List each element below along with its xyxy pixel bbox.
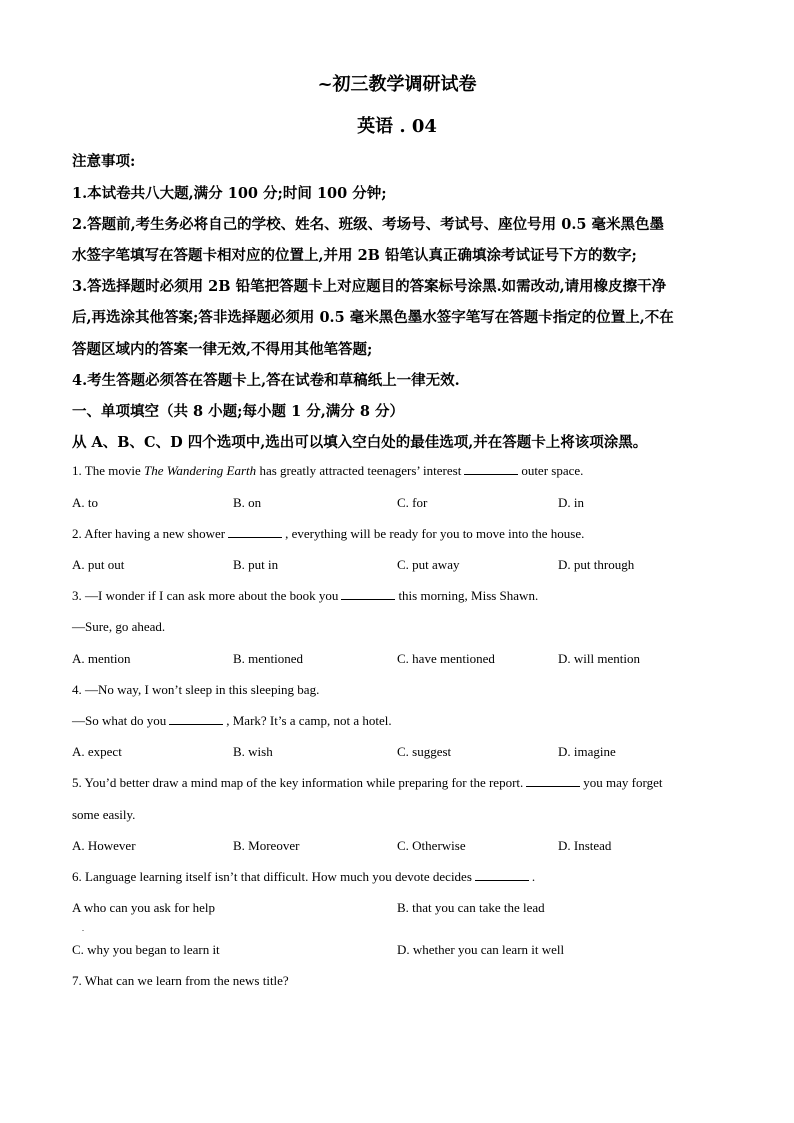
q3-option-c: C. have mentioned	[397, 651, 495, 666]
question-4: 4. —No way, I won’t sleep in this sleeping bag.	[72, 682, 320, 697]
question-2: 2. After having a new shower , everything will be ready for you to move into the house.	[72, 526, 585, 541]
q5-option-c: C. Otherwise	[397, 838, 466, 853]
question-5: 5. You’d better draw a mind map of the key information while preparing for the report. you may forget	[72, 775, 663, 790]
q6-option-a: A who can you ask for help	[72, 900, 215, 915]
q1-option-b: B. on	[233, 495, 262, 510]
question-7: 7. What can we learn from the news title?	[72, 973, 289, 988]
movie-title: The Wandering Earth	[143, 463, 257, 478]
q2-option-a: A. put out	[72, 557, 125, 572]
note-line-5: 后,再选涂其他答案;答非选择题必须用 0.5 毫米黑色墨水签字笔写在答题卡指定的位置上,不在	[72, 309, 674, 326]
question-3-reply: —Sure, go ahead.	[72, 619, 166, 634]
question-1: 1. The movie The Wandering Earth has greatly attracted teenagers’ interest outer space.	[72, 463, 584, 478]
q4-option-b: B. wish	[233, 744, 273, 759]
q3-option-a: A. mention	[72, 651, 131, 666]
note-line-3: 水签字笔填写在答题卡相对应的位置上,并用 2B 铅笔认真正确填涂考试证号下方的数字;	[72, 247, 637, 264]
q6-option-b: B. that you can take the lead	[397, 900, 545, 915]
note-line-4: 3.答选择题时必须用 2B 铅笔把答题卡上对应题目的答案标号涂黑.如需改动,请用橡皮擦干净	[72, 278, 667, 295]
q2-option-d: D. put through	[558, 557, 635, 572]
exam-subtitle: 英语 . 04	[357, 116, 437, 137]
answer-blank	[228, 526, 282, 538]
q5-option-a: A. However	[72, 838, 136, 853]
q3-option-b: B. mentioned	[233, 651, 304, 666]
exam-title: ~初三教学调研试卷	[317, 74, 477, 95]
note-line-1: 1.本试卷共八大题,满分 100 分;时间 100 分钟;	[72, 185, 387, 202]
stray-dot: .	[82, 924, 84, 933]
note-line-6: 答题区域内的答案一律无效,不得用其他笔答题;	[72, 341, 373, 358]
q5-option-d: D. Instead	[558, 838, 612, 853]
answer-blank	[341, 588, 395, 600]
q2-option-b: B. put in	[233, 557, 279, 572]
question-5-continued: some easily.	[72, 807, 136, 822]
question-4-reply: —So what do you , Mark? It’s a camp, not a hotel.	[72, 713, 392, 728]
notes-heading: 注意事项:	[72, 153, 136, 170]
answer-blank	[526, 775, 580, 787]
note-line-2: 2.答题前,考生务必将自己的学校、姓名、班级、考场号、考试号、座位号用 0.5 毫米黑色墨	[72, 216, 665, 233]
q1-option-c: C. for	[397, 495, 428, 510]
question-3: 3. —I wonder if I can ask more about the book you this morning, Miss Shawn.	[72, 588, 539, 603]
q4-option-d: D. imagine	[558, 744, 616, 759]
q6-option-c: C. why you began to learn it	[72, 942, 220, 957]
q6-option-d: D. whether you can learn it well	[397, 942, 565, 957]
section-heading: 一、单项填空（共 8 小题;每小题 1 分,满分 8 分）	[72, 403, 404, 420]
q1-option-a: A. to	[72, 495, 98, 510]
q1-option-d: D. in	[558, 495, 584, 510]
answer-blank	[475, 869, 529, 881]
q2-option-c: C. put away	[397, 557, 460, 572]
q4-option-c: C. suggest	[397, 744, 452, 759]
q3-option-d: D. will mention	[558, 651, 640, 666]
question-6: 6. Language learning itself isn’t that difficult. How much you devote decides .	[72, 869, 536, 884]
q5-option-b: B. Moreover	[233, 838, 300, 853]
q4-option-a: A. expect	[72, 744, 122, 759]
note-line-7: 4.考生答题必须答在答题卡上,答在试卷和草稿纸上一律无效.	[72, 372, 460, 389]
answer-blank	[464, 463, 518, 475]
answer-blank	[169, 713, 223, 725]
section-instruction: 从 A、B、C、D 四个选项中,选出可以填入空白处的最佳选项,并在答题卡上将该项涂黑。	[72, 434, 648, 451]
